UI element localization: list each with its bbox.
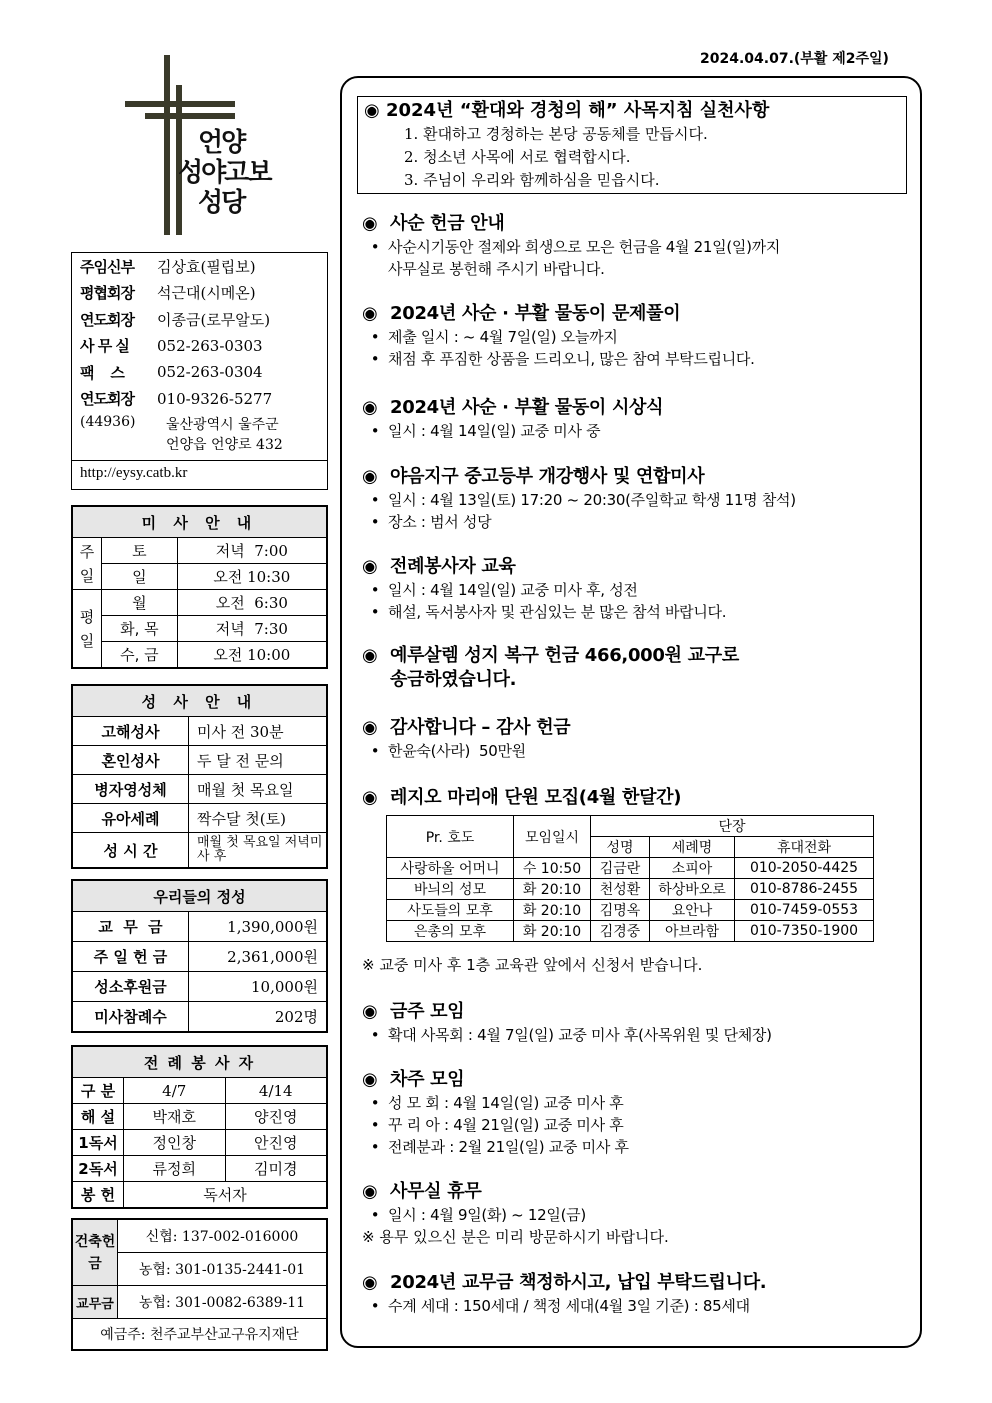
- sacrament-value: 짝수달 첫(토): [189, 804, 327, 833]
- sacrament-title: 성 사 안 내: [73, 686, 327, 717]
- circle-bullet-icon: ◉: [362, 397, 378, 418]
- legio-cell: 사랑하올 어머니: [387, 858, 514, 879]
- circle-bullet-icon: ◉: [362, 213, 378, 234]
- bullet-icon: •: [370, 581, 380, 599]
- section-line: 한윤숙(사라) 50만원: [388, 742, 526, 760]
- offering-title: 우리들의 정성: [73, 881, 327, 912]
- sacrament-value: 두 달 전 문의: [189, 746, 327, 775]
- legio-cell: 바늬의 성모: [387, 879, 514, 900]
- table-row: [387, 921, 874, 942]
- legio-cell: 김경중: [591, 921, 650, 942]
- mass-time: 오전 6:30: [177, 590, 326, 616]
- legio-cell: 화 20:10: [514, 921, 591, 942]
- legio-cell: 하상바오로: [650, 879, 735, 900]
- servers-key: 2독서: [73, 1156, 124, 1182]
- circle-bullet-icon: ◉: [362, 556, 378, 577]
- info-key: 팩 스: [80, 363, 124, 382]
- goal-item: 3. 주님이 우리와 함께하심을 믿읍시다.: [404, 171, 660, 189]
- section-line: 사무실로 봉헌해 주시기 바랍니다.: [388, 260, 605, 278]
- mass-day: 화, 목: [102, 616, 178, 642]
- account-number: 농협: 301-0135-2441-01: [118, 1253, 327, 1286]
- section-line: 전례분과 : 2월 21일(일) 교중 미사 후: [388, 1138, 629, 1156]
- section-line: 성 모 회 : 4월 14일(일) 교중 미사 후: [388, 1094, 624, 1112]
- bullet-icon: •: [370, 1297, 380, 1315]
- church-info-box: [71, 252, 328, 490]
- mass-time: 오전 10:30: [177, 564, 326, 590]
- section-line: 일시 : 4월 14일(일) 교중 미사 후, 성전: [388, 581, 638, 599]
- section-line: 확대 사목회 : 4월 7일(일) 교중 미사 후(사목위원 및 단체장): [388, 1026, 772, 1044]
- table-row: [387, 879, 874, 900]
- info-value: 김상효(필립보): [157, 257, 256, 276]
- bullet-icon: •: [370, 1138, 380, 1156]
- info-row: [72, 359, 327, 386]
- servers-date: 4/14: [225, 1078, 327, 1104]
- info-key: 평협회장: [80, 284, 134, 303]
- legio-cell: 010-7459-0553: [735, 900, 874, 921]
- section-title: 전례봉사자 교육: [390, 556, 516, 577]
- legio-table: [386, 815, 874, 942]
- legio-cell: 010-7350-1900: [735, 921, 874, 942]
- legio-header: 성명: [591, 837, 650, 858]
- zip-code: (44936): [80, 414, 136, 430]
- info-row: [72, 306, 327, 333]
- sacrament-key: 병자영성체: [73, 775, 189, 804]
- servers-key: 구 분: [73, 1078, 124, 1104]
- section-line: 꾸 리 아 : 4월 21일(일) 교중 미사 후: [388, 1116, 624, 1134]
- legio-cell: 010-2050-4425: [735, 858, 874, 879]
- bank-accounts: [71, 1218, 328, 1351]
- section-quiz: [362, 302, 912, 370]
- servers-name: 안진영: [225, 1130, 327, 1156]
- offering-key: 주 일 헌 금: [73, 942, 189, 972]
- mass-time: 저녁 7:00: [177, 538, 326, 564]
- info-key: 연도회장: [80, 310, 134, 329]
- goal-item: 2. 청소년 사목에 서로 협력합시다.: [404, 148, 631, 166]
- servers-name: 독서자: [124, 1182, 327, 1208]
- section-line: 수계 세대 : 150세대 / 책정 세대(4월 3일 기준) : 85세대: [388, 1297, 750, 1315]
- sunday-label: 주일: [73, 538, 102, 590]
- servers-key: 해 설: [73, 1104, 124, 1130]
- legio-note: [362, 954, 912, 976]
- sacrament-info: [71, 684, 328, 869]
- liturgy-servers: [71, 1045, 328, 1209]
- legio-cell: 아브라함: [650, 921, 735, 942]
- info-row: [72, 253, 327, 280]
- servers-date: 4/7: [124, 1078, 226, 1104]
- bullet-icon: •: [370, 603, 380, 621]
- section-title: 차주 모임: [390, 1069, 465, 1090]
- bullet-icon: •: [370, 350, 380, 368]
- section-title: 2024년 사순 · 부활 물동이 시상식: [390, 397, 664, 418]
- info-key: 사 무 실: [80, 337, 129, 356]
- legio-cell: 천성환: [591, 879, 650, 900]
- legio-cell: 김금란: [591, 858, 650, 879]
- gyomu-fund-label: 교무금: [73, 1286, 118, 1319]
- bullet-icon: •: [370, 491, 380, 509]
- bullet-icon: •: [370, 422, 380, 440]
- sacrament-value: 매월 첫 목요일: [189, 775, 327, 804]
- section-youth: [362, 465, 912, 533]
- bullet-icon: •: [370, 1026, 380, 1044]
- pastoral-goals: [357, 96, 907, 194]
- offering-key: 교 무 금: [73, 912, 189, 942]
- bulletin-date: 2024.04.07.(부활 제2주일): [700, 51, 889, 67]
- offering-value: 2,361,000원: [189, 942, 327, 972]
- account-holder: 예금주: 천주교부산교구유지재단: [73, 1319, 327, 1350]
- bullet-icon: •: [370, 1206, 380, 1224]
- section-jerusalem: [362, 644, 912, 692]
- circle-bullet-icon: ◉: [362, 466, 378, 487]
- church-name: [178, 128, 270, 218]
- section-title: 송금하였습니다.: [390, 669, 517, 690]
- info-key: 주임신부: [80, 257, 134, 276]
- info-row: [72, 280, 327, 307]
- section-note: ※ 용무 있으신 분은 미리 방문하시기 바랍니다.: [362, 1228, 669, 1246]
- website-link[interactable]: http://eysy.catb.kr: [72, 460, 327, 486]
- section-gyomu: [362, 1271, 912, 1317]
- circle-bullet-icon: ◉: [362, 1181, 378, 1202]
- info-key: 연도회장: [80, 390, 134, 409]
- address-line1: 울산광역시 울주군: [166, 417, 279, 433]
- building-fund-label: 건축헌금: [73, 1220, 118, 1286]
- offering-key: 성소후원금: [73, 972, 189, 1002]
- circle-bullet-icon: ◉: [362, 1001, 378, 1022]
- church-name-line2: 성야고보: [178, 158, 271, 188]
- circle-bullet-icon: ◉: [362, 303, 378, 324]
- section-this-week: [362, 1000, 912, 1046]
- section-liturgy-training: [362, 555, 912, 623]
- info-value: 052-263-0303: [157, 336, 263, 355]
- section-title: 사순 헌금 안내: [390, 213, 505, 234]
- account-number: 신협: 137-002-016000: [118, 1220, 327, 1253]
- legio-header: 휴대전화: [735, 837, 874, 858]
- section-title: 2024년 교무금 책정하시고, 납입 부탁드립니다.: [390, 1272, 767, 1293]
- circle-bullet-icon: ◉: [362, 787, 378, 808]
- church-name-line3: 성당: [198, 188, 245, 218]
- table-row: [387, 858, 874, 879]
- servers-key: 1독서: [73, 1130, 124, 1156]
- servers-title: 전 례 봉 사 자: [73, 1047, 327, 1078]
- info-row: [72, 333, 327, 360]
- section-line: 제출 일시 : ~ 4월 7일(일) 오늘까지: [388, 328, 618, 346]
- info-row: [72, 386, 327, 413]
- servers-name: 박재호: [124, 1104, 226, 1130]
- section-line: 장소 : 범서 성당: [388, 513, 492, 531]
- legio-header: Pr. 호도: [387, 816, 514, 858]
- address: [72, 412, 327, 454]
- account-number: 농협: 301-0082-6389-11: [118, 1286, 327, 1319]
- mass-day: 월: [102, 590, 178, 616]
- section-line: 사순시기동안 절제와 희생으로 모은 헌금을 4월 21일(일)까지: [388, 238, 781, 256]
- offering-summary: [71, 879, 328, 1033]
- mass-schedule: [71, 505, 328, 669]
- info-value: 010-9326-5277: [157, 389, 273, 408]
- info-value: 석근대(시메온): [157, 284, 256, 303]
- bullet-icon: •: [370, 1094, 380, 1112]
- table-row: [387, 900, 874, 921]
- section-line: 해설, 독서봉사자 및 관심있는 분 많은 참석 바랍니다.: [388, 603, 727, 621]
- section-title: 금주 모임: [390, 1001, 465, 1022]
- circle-bullet-icon: ◉: [362, 717, 378, 738]
- sacrament-value: 미사 전 30분: [189, 717, 327, 746]
- offering-value: 10,000원: [189, 972, 327, 1002]
- legio-header: 세례명: [650, 837, 735, 858]
- legio-cell: 010-8786-2455: [735, 879, 874, 900]
- offering-value: 202명: [189, 1002, 327, 1032]
- sacrament-key: 고해성사: [73, 717, 189, 746]
- mass-time: 오전 10:00: [177, 642, 326, 668]
- section-award: [362, 396, 912, 442]
- section-title: 사무실 휴무: [390, 1181, 482, 1202]
- legio-cell: 소피아: [650, 858, 735, 879]
- bullet-icon: •: [370, 328, 380, 346]
- section-next-week: [362, 1068, 912, 1158]
- servers-key: 봉 헌: [73, 1182, 124, 1208]
- info-value: 이종금(로무알도): [157, 310, 271, 329]
- sacrament-key: 유아세례: [73, 804, 189, 833]
- legio-cell: 요안나: [650, 900, 735, 921]
- offering-value: 1,390,000원: [189, 912, 327, 942]
- info-value: 052-263-0304: [157, 363, 263, 382]
- bullet-icon: •: [370, 513, 380, 531]
- legio-cell: 수 10:50: [514, 858, 591, 879]
- section-legio: [362, 786, 912, 810]
- section-office-closed: [362, 1180, 912, 1248]
- section-title: 예루살렘 성지 복구 헌금 466,000원 교구로: [390, 645, 739, 666]
- goal-item: 1. 환대하고 경청하는 본당 공동체를 만듭시다.: [404, 125, 708, 143]
- legio-cell: 김명옥: [591, 900, 650, 921]
- weekday-label: 평일: [73, 590, 102, 668]
- mass-day: 토: [102, 538, 178, 564]
- legio-cell: 사도들의 모후: [387, 900, 514, 921]
- church-name-line1: 언양: [198, 128, 245, 158]
- section-title: 감사합니다 – 감사 헌금: [390, 717, 571, 738]
- legio-cell: 화 20:10: [514, 879, 591, 900]
- mass-title: 미 사 안 내: [73, 507, 327, 538]
- servers-name: 류정희: [124, 1156, 226, 1182]
- legio-cell: 은총의 모후: [387, 921, 514, 942]
- section-line: 채점 후 푸짐한 상품을 드리오니, 많은 참여 부탁드립니다.: [388, 350, 755, 368]
- section-lent-offering: [362, 212, 912, 280]
- servers-name: 양진영: [225, 1104, 327, 1130]
- goals-title: ◉ 2024년 “환대와 경청의 해” 사목지침 실천사항: [364, 100, 770, 121]
- legio-header: 모임일시: [514, 816, 591, 858]
- section-note: ※ 교중 미사 후 1층 교육관 앞에서 신청서 받습니다.: [362, 956, 703, 974]
- legio-cell: 화 20:10: [514, 900, 591, 921]
- mass-day: 수, 금: [102, 642, 178, 668]
- servers-name: 김미경: [225, 1156, 327, 1182]
- section-line: 일시 : 4월 14일(일) 교중 미사 중: [388, 422, 601, 440]
- section-thanks: [362, 716, 912, 762]
- mass-day: 일: [102, 564, 178, 590]
- section-title: 야음지구 중고등부 개강행사 및 연합미사: [390, 466, 705, 487]
- section-title: 레지오 마리애 단원 모집(4월 한달간): [390, 787, 682, 808]
- bullet-icon: •: [370, 742, 380, 760]
- address-line2: 언양읍 언양로 432: [166, 437, 283, 453]
- sacrament-key: 혼인성사: [73, 746, 189, 775]
- bullet-icon: •: [370, 1116, 380, 1134]
- sacrament-key: 성 시 간: [73, 833, 189, 868]
- section-title: 2024년 사순 · 부활 물동이 문제풀이: [390, 303, 681, 324]
- offering-key: 미사참례수: [73, 1002, 189, 1032]
- circle-bullet-icon: ◉: [362, 1272, 378, 1293]
- mass-time: 저녁 7:30: [177, 616, 326, 642]
- section-line: 일시 : 4월 13일(토) 17:20 ~ 20:30(주일학교 학생 11명 참석): [388, 491, 796, 509]
- servers-name: 정인창: [124, 1130, 226, 1156]
- circle-bullet-icon: ◉: [362, 645, 378, 666]
- circle-bullet-icon: ◉: [362, 1069, 378, 1090]
- legio-header: 단장: [591, 816, 874, 837]
- section-line: 일시 : 4월 9일(화) ~ 12일(금): [388, 1206, 586, 1224]
- bullet-icon: •: [370, 238, 380, 256]
- sacrament-value: 매월 첫 목요일 저녁미사 후: [189, 833, 327, 868]
